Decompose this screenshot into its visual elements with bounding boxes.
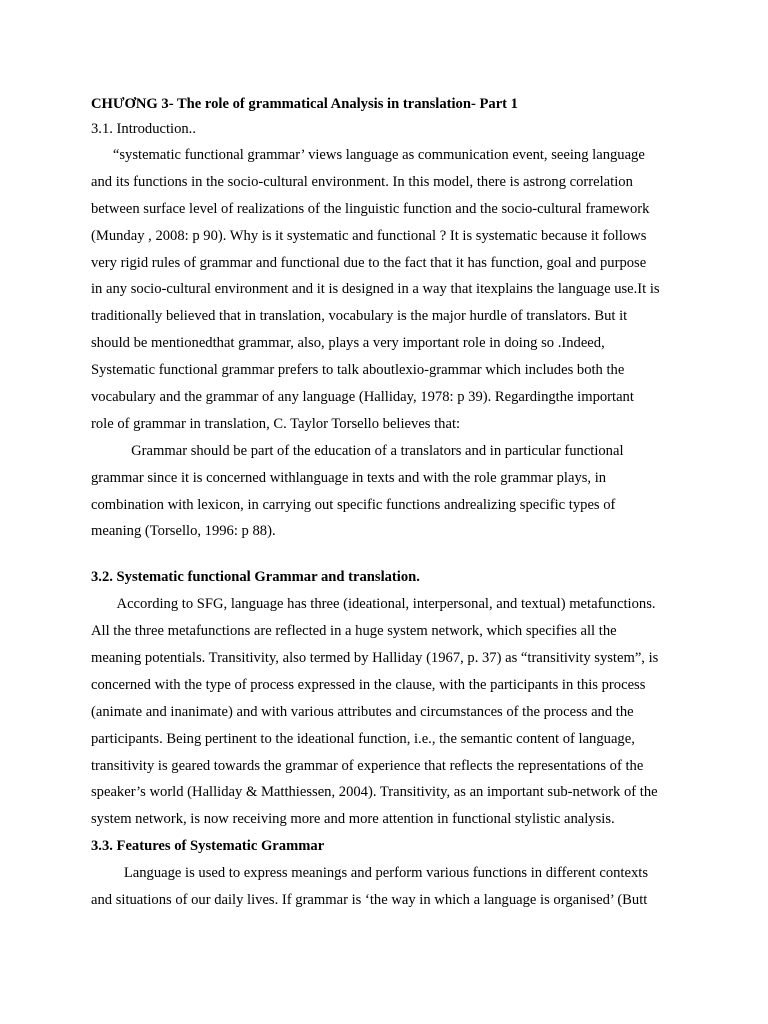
text-line: (Munday , 2008: p 90). Why is it systematic and functional ? It is systematic because it follows [91,227,647,244]
section-3-2-paragraph [91,591,683,833]
text-line: speaker’s world (Halliday & Matthiessen, 2004). Transitivity, as an important sub-network of the [91,784,658,801]
quote-line: Grammar should be part of the education of a translators and in particular functional [91,442,624,459]
quote-line: meaning (Torsello, 1996: p 88). [91,523,276,540]
text-line: meaning potentials. Transitivity, also termed by Halliday (1967, p. 37) as “transitivity system”, is [91,650,659,667]
text-line: participants. Being pertinent to the ideational function, i.e., the semantic content of language, [91,730,635,747]
document-body [91,92,683,914]
text-line: between surface level of realizations of the linguistic function and the socio-cultural framework [91,200,650,217]
text-line: in any socio-cultural environment and it is designed in a way that itexplains the language use.It is [91,281,660,298]
text-line: role of grammar in translation, C. Taylor Torsello believes that: [91,415,461,432]
text-line: transitivity is geared towards the grammar of experience that reflects the representations of the [91,757,644,774]
blank-line [91,545,683,564]
section-heading-3-1: 3.1. Introduction.. [91,121,196,137]
text-line: concerned with the type of process expressed in the clause, with the participants in this process [91,676,646,693]
text-line: and its functions in the socio-cultural environment. In this model, there is astrong correlation [91,173,633,190]
text-line: should be mentionedthat grammar, also, plays a very important role in doing so .Indeed, [91,335,605,352]
text-line: traditionally believed that in translation, vocabulary is the major hurdle of translators. But it [91,308,628,325]
text-line: All the three metafunctions are reflected in a huge system network, which specifies all the [91,623,617,640]
block-quote [91,438,683,546]
text-line: Systematic functional grammar prefers to talk aboutlexio-grammar which includes both the [91,362,625,379]
text-line: and situations of our daily lives. If grammar is ‘the way in which a language is organised’ (Butt [91,892,648,909]
text-line: very rigid rules of grammar and functional due to the fact that it has function, goal and purpose [91,254,647,271]
section-heading-3-3: 3.3. Features of Systematic Grammar [91,838,325,855]
section-heading-3-2: 3.2. Systematic functional Grammar and translation. [91,569,420,586]
text-line: According to SFG, language has three (ideational, interpersonal, and textual) metafunctions. [91,596,656,613]
quote-line: grammar since it is concerned withlanguage in texts and with the role grammar plays, in [91,469,607,486]
section-3-1-paragraph [91,142,683,438]
text-line: “systematic functional grammar’ views language as communication event, seeing language [91,147,645,163]
section-3-3-paragraph [91,860,683,914]
text-line: vocabulary and the grammar of any language (Halliday, 1978: p 39). Regardingthe important [91,389,634,406]
text-line: (animate and inanimate) and with various attributes and circumstances of the process and the [91,703,634,720]
quote-line: combination with lexicon, in carrying out specific functions andrealizing specific types of [91,496,616,513]
chapter-title: CHƯƠNG 3- The role of grammatical Analysis in translation- Part 1 [91,96,518,112]
text-line: Language is used to express meanings and perform various functions in different contexts [91,865,648,882]
text-line: system network, is now receiving more and more attention in functional stylistic analysis. [91,811,615,828]
